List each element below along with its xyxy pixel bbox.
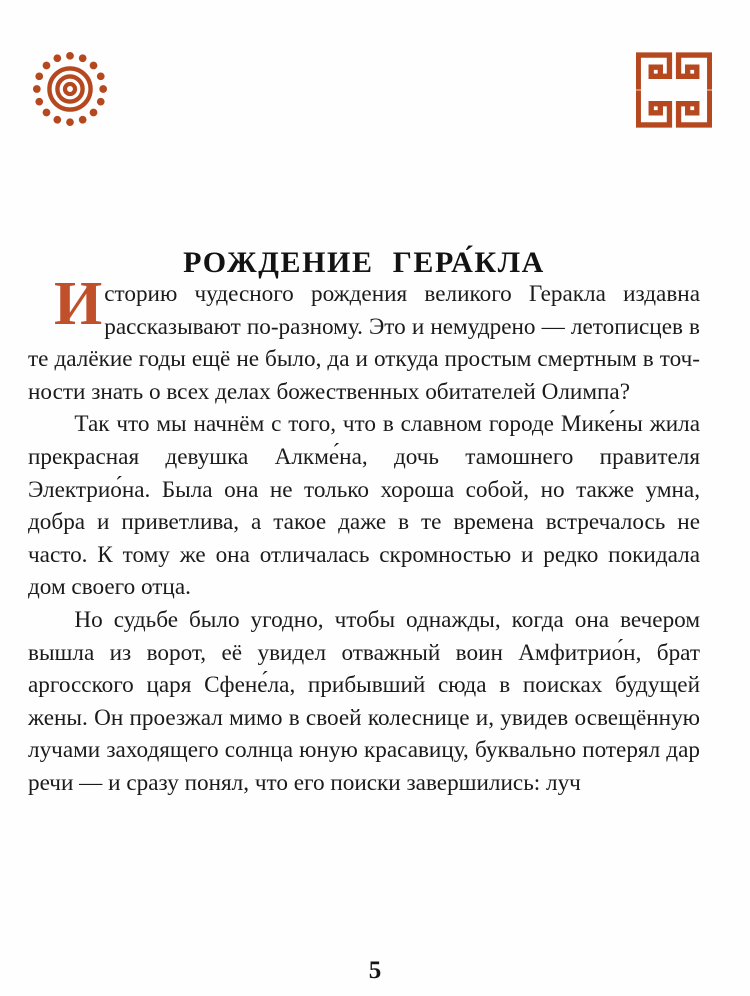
drop-cap: И xyxy=(54,270,103,338)
paragraph-1-text: сторию чудесного рождения великого Геракла издавна рассказывают по-разному. Это и немудрено — летописцев в те далёкие годы ещё не было, да и откуда простым смертным в точности знать о всех делах божественных обитателей Олимпа? xyxy=(28,281,700,405)
body-text xyxy=(28,270,700,800)
paragraph-2: Так что мы начнём с того, что в славном городе Мике́ны жила прекрасная девушка Алкме́на, дочь тамошнего правителя Электрио́на. Была она не только хороша собой, но также умна, добра и приветлива, а такое даже в те времена встречалось не часто. К тому же она отличалась скромностью и редко покидала дом своего отца. xyxy=(28,411,700,601)
page-number: 5 xyxy=(368,957,382,984)
greek-meander-ornament xyxy=(636,52,712,128)
page-title: РОЖДЕНИЕ ГЕРА́КЛА xyxy=(183,246,545,280)
paragraph-3: Но судьбе было угодно, чтобы однажды, когда она вечером вышла из ворот, её увидел отважный воин Амфитрио́н, брат аргосского царя Сфене́ла, прибывший сюда в поисках будущей жены. Он проезжал мимо в своей колеснице и, увидев освещённую лучами заходящего солнца юную красавицу, буквально потерял дар речи — и сразу понял, что его поиски завершились: луч xyxy=(28,606,700,796)
paragraph-1 xyxy=(28,270,700,408)
sun-spiral-ornament xyxy=(28,47,112,131)
